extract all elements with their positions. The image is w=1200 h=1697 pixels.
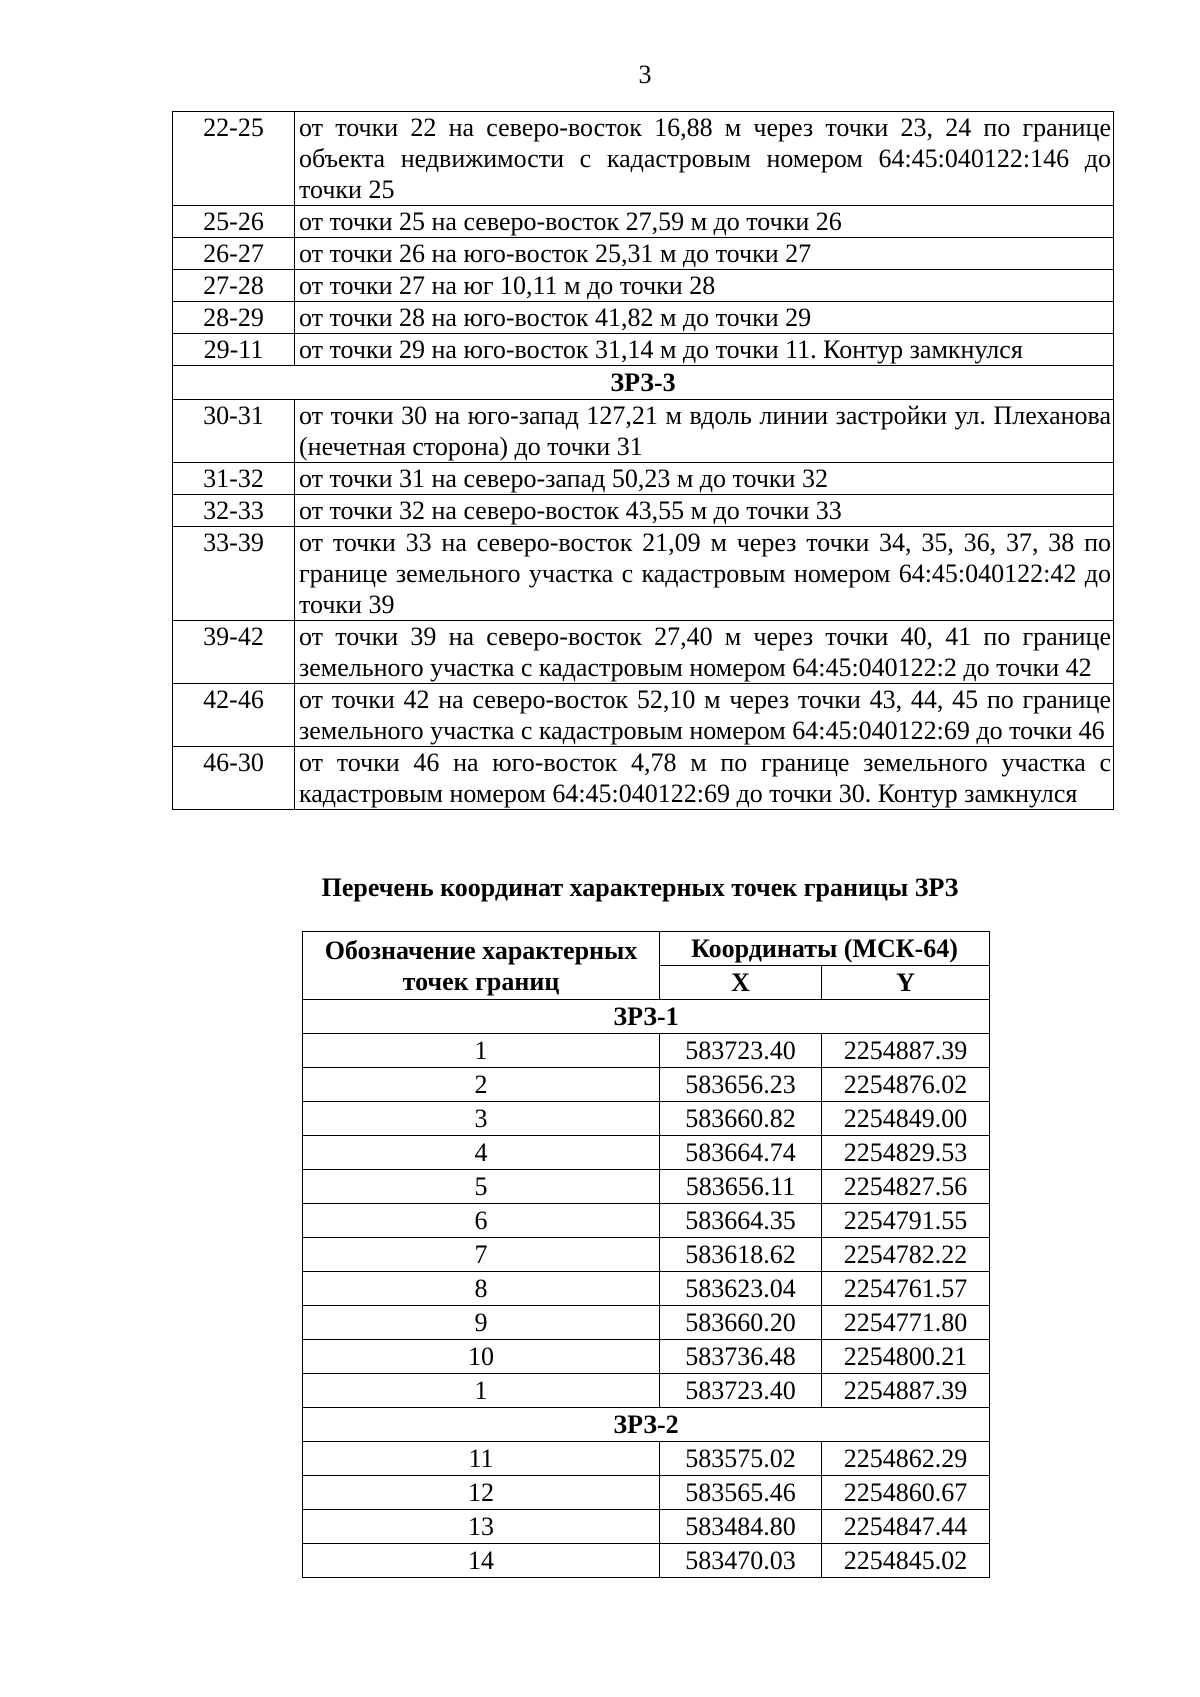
x-cell: 583656.11 bbox=[660, 1170, 822, 1204]
x-cell: 583484.80 bbox=[660, 1510, 822, 1544]
point-cell: 1 bbox=[303, 1034, 660, 1068]
segment-code: 29-11 bbox=[173, 334, 295, 366]
point-cell: 7 bbox=[303, 1238, 660, 1272]
y-cell: 2254860.67 bbox=[822, 1476, 990, 1510]
point-cell: 6 bbox=[303, 1204, 660, 1238]
x-cell: 583565.46 bbox=[660, 1476, 822, 1510]
header-x: X bbox=[660, 966, 822, 1000]
y-cell: 2254791.55 bbox=[822, 1204, 990, 1238]
point-cell: 1 bbox=[303, 1374, 660, 1408]
table-row bbox=[303, 1068, 990, 1102]
coordinates-heading: Перечень координат характерных точек границы ЗРЗ bbox=[321, 873, 959, 902]
point-cell: 10 bbox=[303, 1340, 660, 1374]
table-row bbox=[303, 1238, 990, 1272]
table-row bbox=[303, 1544, 990, 1578]
x-cell: 583736.48 bbox=[660, 1340, 822, 1374]
point-cell: 3 bbox=[303, 1102, 660, 1136]
segment-description: от точки 30 на юго-запад 127,21 м вдоль линии застройки ул. Плеханова (нечетная сторона) до точки 31 bbox=[295, 400, 1114, 463]
segment-code: 27-28 bbox=[173, 270, 295, 302]
x-cell: 583470.03 bbox=[660, 1544, 822, 1578]
section-title: ЗРЗ-3 bbox=[173, 366, 1114, 400]
y-cell: 2254761.57 bbox=[822, 1272, 990, 1306]
segment-code: 31-32 bbox=[173, 463, 295, 495]
table-row bbox=[303, 1136, 990, 1170]
y-cell: 2254876.02 bbox=[822, 1068, 990, 1102]
point-cell: 4 bbox=[303, 1136, 660, 1170]
table-row bbox=[303, 1306, 990, 1340]
table-row bbox=[173, 112, 1114, 206]
point-cell: 8 bbox=[303, 1272, 660, 1306]
segment-description: от точки 22 на северо-восток 16,88 м через точки 23, 24 по границе объекта недвижимости с кадастровым номером 64:45:040122:146 до точки 25 bbox=[295, 112, 1114, 206]
segment-code: 26-27 bbox=[173, 238, 295, 270]
table-row bbox=[173, 684, 1114, 747]
table-row bbox=[173, 238, 1114, 270]
header-coordinates: Координаты (МСК-64) bbox=[660, 932, 990, 966]
x-cell: 583660.20 bbox=[660, 1306, 822, 1340]
table-row bbox=[173, 527, 1114, 621]
coordinates-table bbox=[302, 931, 990, 1578]
segment-description: от точки 39 на северо-восток 27,40 м через точки 40, 41 по границе земельного участка с кадастровым номером 64:45:040122:2 до точки 42 bbox=[295, 621, 1114, 684]
segment-code: 42-46 bbox=[173, 684, 295, 747]
section-row bbox=[303, 1000, 990, 1034]
x-cell: 583660.82 bbox=[660, 1102, 822, 1136]
segment-description: от точки 27 на юг 10,11 м до точки 28 bbox=[295, 270, 1114, 302]
segment-code: 28-29 bbox=[173, 302, 295, 334]
segment-code: 25-26 bbox=[173, 206, 295, 238]
segment-description: от точки 46 на юго-восток 4,78 м по границе земельного участка с кадастровым номером 64:45:040122:69 до точки 30. Контур замкнулся bbox=[295, 747, 1114, 810]
section-title: ЗРЗ-1 bbox=[303, 1000, 990, 1034]
segment-code: 33-39 bbox=[173, 527, 295, 621]
y-cell: 2254829.53 bbox=[822, 1136, 990, 1170]
table-row bbox=[173, 747, 1114, 810]
y-cell: 2254887.39 bbox=[822, 1374, 990, 1408]
segment-description: от точки 31 на северо-запад 50,23 м до точки 32 bbox=[295, 463, 1114, 495]
x-cell: 583664.74 bbox=[660, 1136, 822, 1170]
y-cell: 2254862.29 bbox=[822, 1442, 990, 1476]
x-cell: 583618.62 bbox=[660, 1238, 822, 1272]
point-cell: 9 bbox=[303, 1306, 660, 1340]
table-row bbox=[303, 1442, 990, 1476]
header-point-designation: Обозначение характерных точек границ bbox=[303, 932, 660, 1000]
x-cell: 583723.40 bbox=[660, 1374, 822, 1408]
table-row bbox=[173, 206, 1114, 238]
table-row bbox=[303, 1340, 990, 1374]
table-header-row bbox=[303, 932, 990, 966]
segment-code: 46-30 bbox=[173, 747, 295, 810]
y-cell: 2254827.56 bbox=[822, 1170, 990, 1204]
segment-description: от точки 25 на северо-восток 27,59 м до точки 26 bbox=[295, 206, 1114, 238]
y-cell: 2254782.22 bbox=[822, 1238, 990, 1272]
table-row bbox=[173, 334, 1114, 366]
table-row bbox=[303, 1374, 990, 1408]
point-cell: 13 bbox=[303, 1510, 660, 1544]
segment-description: от точки 33 на северо-восток 21,09 м через точки 34, 35, 36, 37, 38 по границе земельного участка с кадастровым номером 64:45:040122:42 до точки 39 bbox=[295, 527, 1114, 621]
x-cell: 583623.04 bbox=[660, 1272, 822, 1306]
segment-description: от точки 28 на юго-восток 41,82 м до точки 29 bbox=[295, 302, 1114, 334]
table-row bbox=[303, 1102, 990, 1136]
point-cell: 12 bbox=[303, 1476, 660, 1510]
y-cell: 2254849.00 bbox=[822, 1102, 990, 1136]
table-row bbox=[173, 621, 1114, 684]
segment-code: 39-42 bbox=[173, 621, 295, 684]
table-row bbox=[173, 400, 1114, 463]
segment-description: от точки 32 на северо-восток 43,55 м до точки 33 bbox=[295, 495, 1114, 527]
section-row bbox=[173, 366, 1114, 400]
point-cell: 5 bbox=[303, 1170, 660, 1204]
segment-code: 30-31 bbox=[173, 400, 295, 463]
table-row bbox=[173, 463, 1114, 495]
table-row bbox=[303, 1170, 990, 1204]
y-cell: 2254771.80 bbox=[822, 1306, 990, 1340]
x-cell: 583656.23 bbox=[660, 1068, 822, 1102]
point-cell: 14 bbox=[303, 1544, 660, 1578]
y-cell: 2254845.02 bbox=[822, 1544, 990, 1578]
table-row bbox=[303, 1510, 990, 1544]
header-y: Y bbox=[822, 966, 990, 1000]
table-row bbox=[303, 1034, 990, 1068]
segment-description: от точки 42 на северо-восток 52,10 м через точки 43, 44, 45 по границе земельного участка с кадастровым номером 64:45:040122:69 до точки 46 bbox=[295, 684, 1114, 747]
table-row bbox=[173, 270, 1114, 302]
segment-description: от точки 26 на юго-восток 25,31 м до точки 27 bbox=[295, 238, 1114, 270]
y-cell: 2254887.39 bbox=[822, 1034, 990, 1068]
segment-description: от точки 29 на юго-восток 31,14 м до точки 11. Контур замкнулся bbox=[295, 334, 1114, 366]
table-row bbox=[173, 495, 1114, 527]
x-cell: 583575.02 bbox=[660, 1442, 822, 1476]
x-cell: 583664.35 bbox=[660, 1204, 822, 1238]
section-row bbox=[303, 1408, 990, 1442]
point-cell: 2 bbox=[303, 1068, 660, 1102]
x-cell: 583723.40 bbox=[660, 1034, 822, 1068]
table-row bbox=[303, 1476, 990, 1510]
segment-code: 22-25 bbox=[173, 112, 295, 206]
table-row bbox=[173, 302, 1114, 334]
point-cell: 11 bbox=[303, 1442, 660, 1476]
table-row bbox=[303, 1204, 990, 1238]
table-row bbox=[303, 1272, 990, 1306]
y-cell: 2254847.44 bbox=[822, 1510, 990, 1544]
page-number: 3 bbox=[638, 60, 652, 89]
y-cell: 2254800.21 bbox=[822, 1340, 990, 1374]
section-title: ЗРЗ-2 bbox=[303, 1408, 990, 1442]
segment-code: 32-33 bbox=[173, 495, 295, 527]
boundary-segments-table bbox=[172, 111, 1114, 810]
